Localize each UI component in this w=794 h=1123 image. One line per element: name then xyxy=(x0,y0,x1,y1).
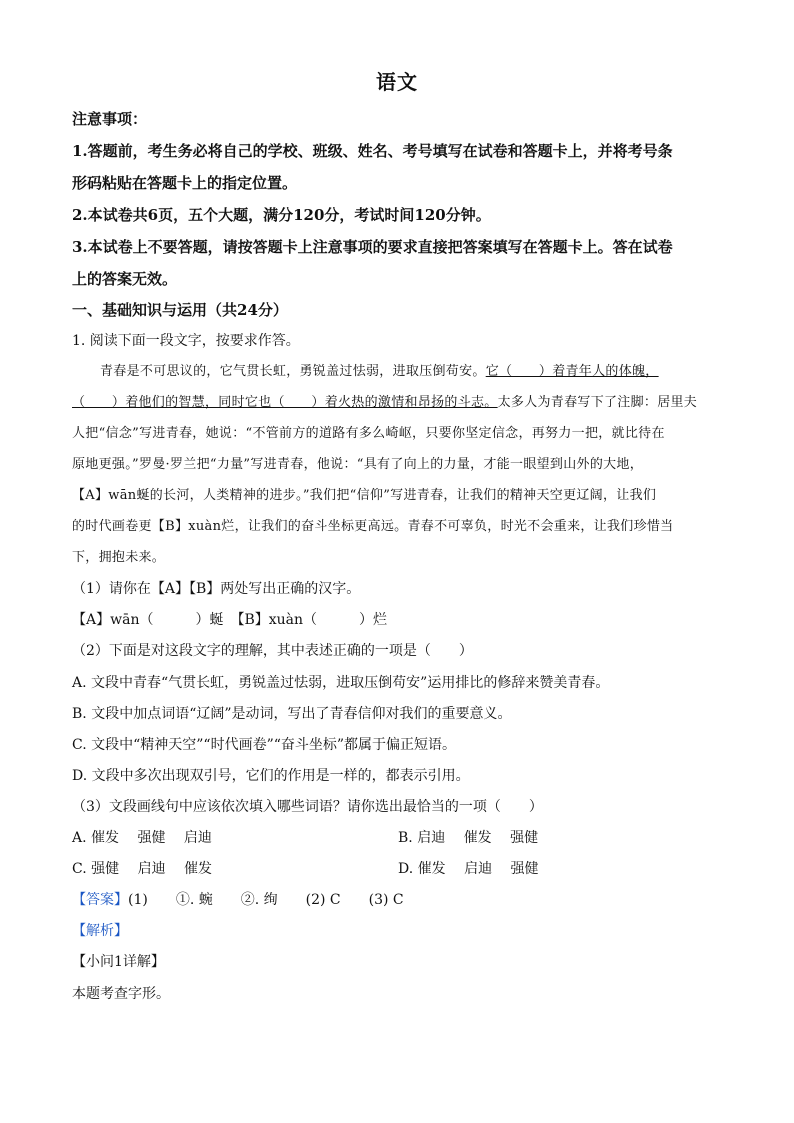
passage-line-2 xyxy=(72,391,697,410)
underlined-sentence: （ ）着他们的智慧，同时它也（ ）着火热的激情和昂扬的斗志。 xyxy=(72,395,498,410)
option-d: D. 文段中多次出现双引号，它们的作用是一样的，都表示引用。 xyxy=(72,768,470,784)
option-b: B. 文段中加点词语“辽阔”是动词，写出了青春信仰对我们的重要意义。 xyxy=(72,706,512,722)
sub-question-3: （3）文段画线句中应该依次填入哪些词语？请你选出最恰当的一项（ ） xyxy=(72,799,543,815)
option-d: D. 催发 启迪 强健 xyxy=(398,861,539,877)
option-a: A. 催发 强健 启迪 xyxy=(72,830,212,846)
option-b: B. 启迪 催发 强健 xyxy=(398,830,539,846)
notice-heading: 注意事项： xyxy=(72,110,148,128)
answer-line xyxy=(72,889,404,909)
page-title: 语文 xyxy=(376,70,418,94)
option-c: C. 强健 启迪 催发 xyxy=(72,861,213,877)
passage-text: 青春是不可思议的，它气贯长虹，勇锐盖过怯弱，进取压倒苟安。 xyxy=(100,364,486,379)
notice-item-2: 2.本试卷共6页，五个大题，满分120分，考试时间120分钟。 xyxy=(72,206,491,224)
passage-line-7: 下，拥抱未来。 xyxy=(72,550,166,565)
sub-question-1-blanks: 【A】wān（ ）蜒 【B】xuàn（ ）烂 xyxy=(72,612,388,628)
passage-line-1 xyxy=(100,360,659,379)
sub-question-1: （1）请你在【A】【B】两处写出正确的汉字。 xyxy=(72,581,361,597)
passage-text: 太多人为青春写下了注脚：居里夫 xyxy=(497,395,698,410)
answer-text: (1) ①. 蜿 ②. 绚 (2) C (3) C xyxy=(128,892,404,908)
section-heading: 一、基础知识与运用（共24分） xyxy=(72,301,288,319)
answer-label: 【答案】 xyxy=(72,892,128,908)
analysis-label: 【解析】 xyxy=(72,923,128,939)
notice-item-1: 1.答题前，考生务必将自己的学校、班级、姓名、考号填写在试卷和答题卡上，并将考号条 xyxy=(72,142,673,160)
passage-line-6: 的时代画卷更【B】xuàn烂，让我们的奋斗坐标更高远。青春不可辜负，时光不会重来，让我们珍惜当 xyxy=(72,519,674,534)
question-1-intro: 1. 阅读下面一段文字，按要求作答。 xyxy=(72,333,300,349)
notice-item-3: 3.本试卷上不要答题，请按答题卡上注意事项的要求直接把答案填写在答题卡上。答在试卷 xyxy=(72,238,673,256)
option-c: C. 文段中“精神天空”“时代画卷”“奋斗坐标”都属于偏正短语。 xyxy=(72,737,457,753)
sub-question-2: （2）下面是对这段文字的理解，其中表述正确的一项是（ ） xyxy=(72,643,473,659)
passage-line-4: 原地更强。”罗曼·罗兰把“力量”写进青春，他说：“具有了向上的力量，才能一眼望到山外的大地， xyxy=(72,457,644,472)
option-a: A. 文段中青春“气贯长虹，勇锐盖过怯弱，进取压倒苟安”运用排比的修辞来赞美青春。 xyxy=(72,675,610,691)
underlined-sentence: 它（ ）着青年人的体魄， xyxy=(485,364,659,379)
detail-text: 本题考查字形。 xyxy=(72,986,170,1002)
notice-item-3-cont: 上的答案无效。 xyxy=(72,270,178,288)
passage-line-5: 【A】wān蜒的长河，人类精神的进步。”我们把“信仰”写进青春，让我们的精神天空更辽阔，让我们 xyxy=(72,488,657,503)
passage-line-3: 人把“信念”写进青春，她说：“不管前方的道路有多么崎岖，只要你坚定信念，再努力一把，就比待在 xyxy=(72,426,665,441)
notice-item-1-cont: 形码粘贴在答题卡上的指定位置。 xyxy=(72,174,298,192)
detail-label: 【小问1详解】 xyxy=(72,954,165,970)
